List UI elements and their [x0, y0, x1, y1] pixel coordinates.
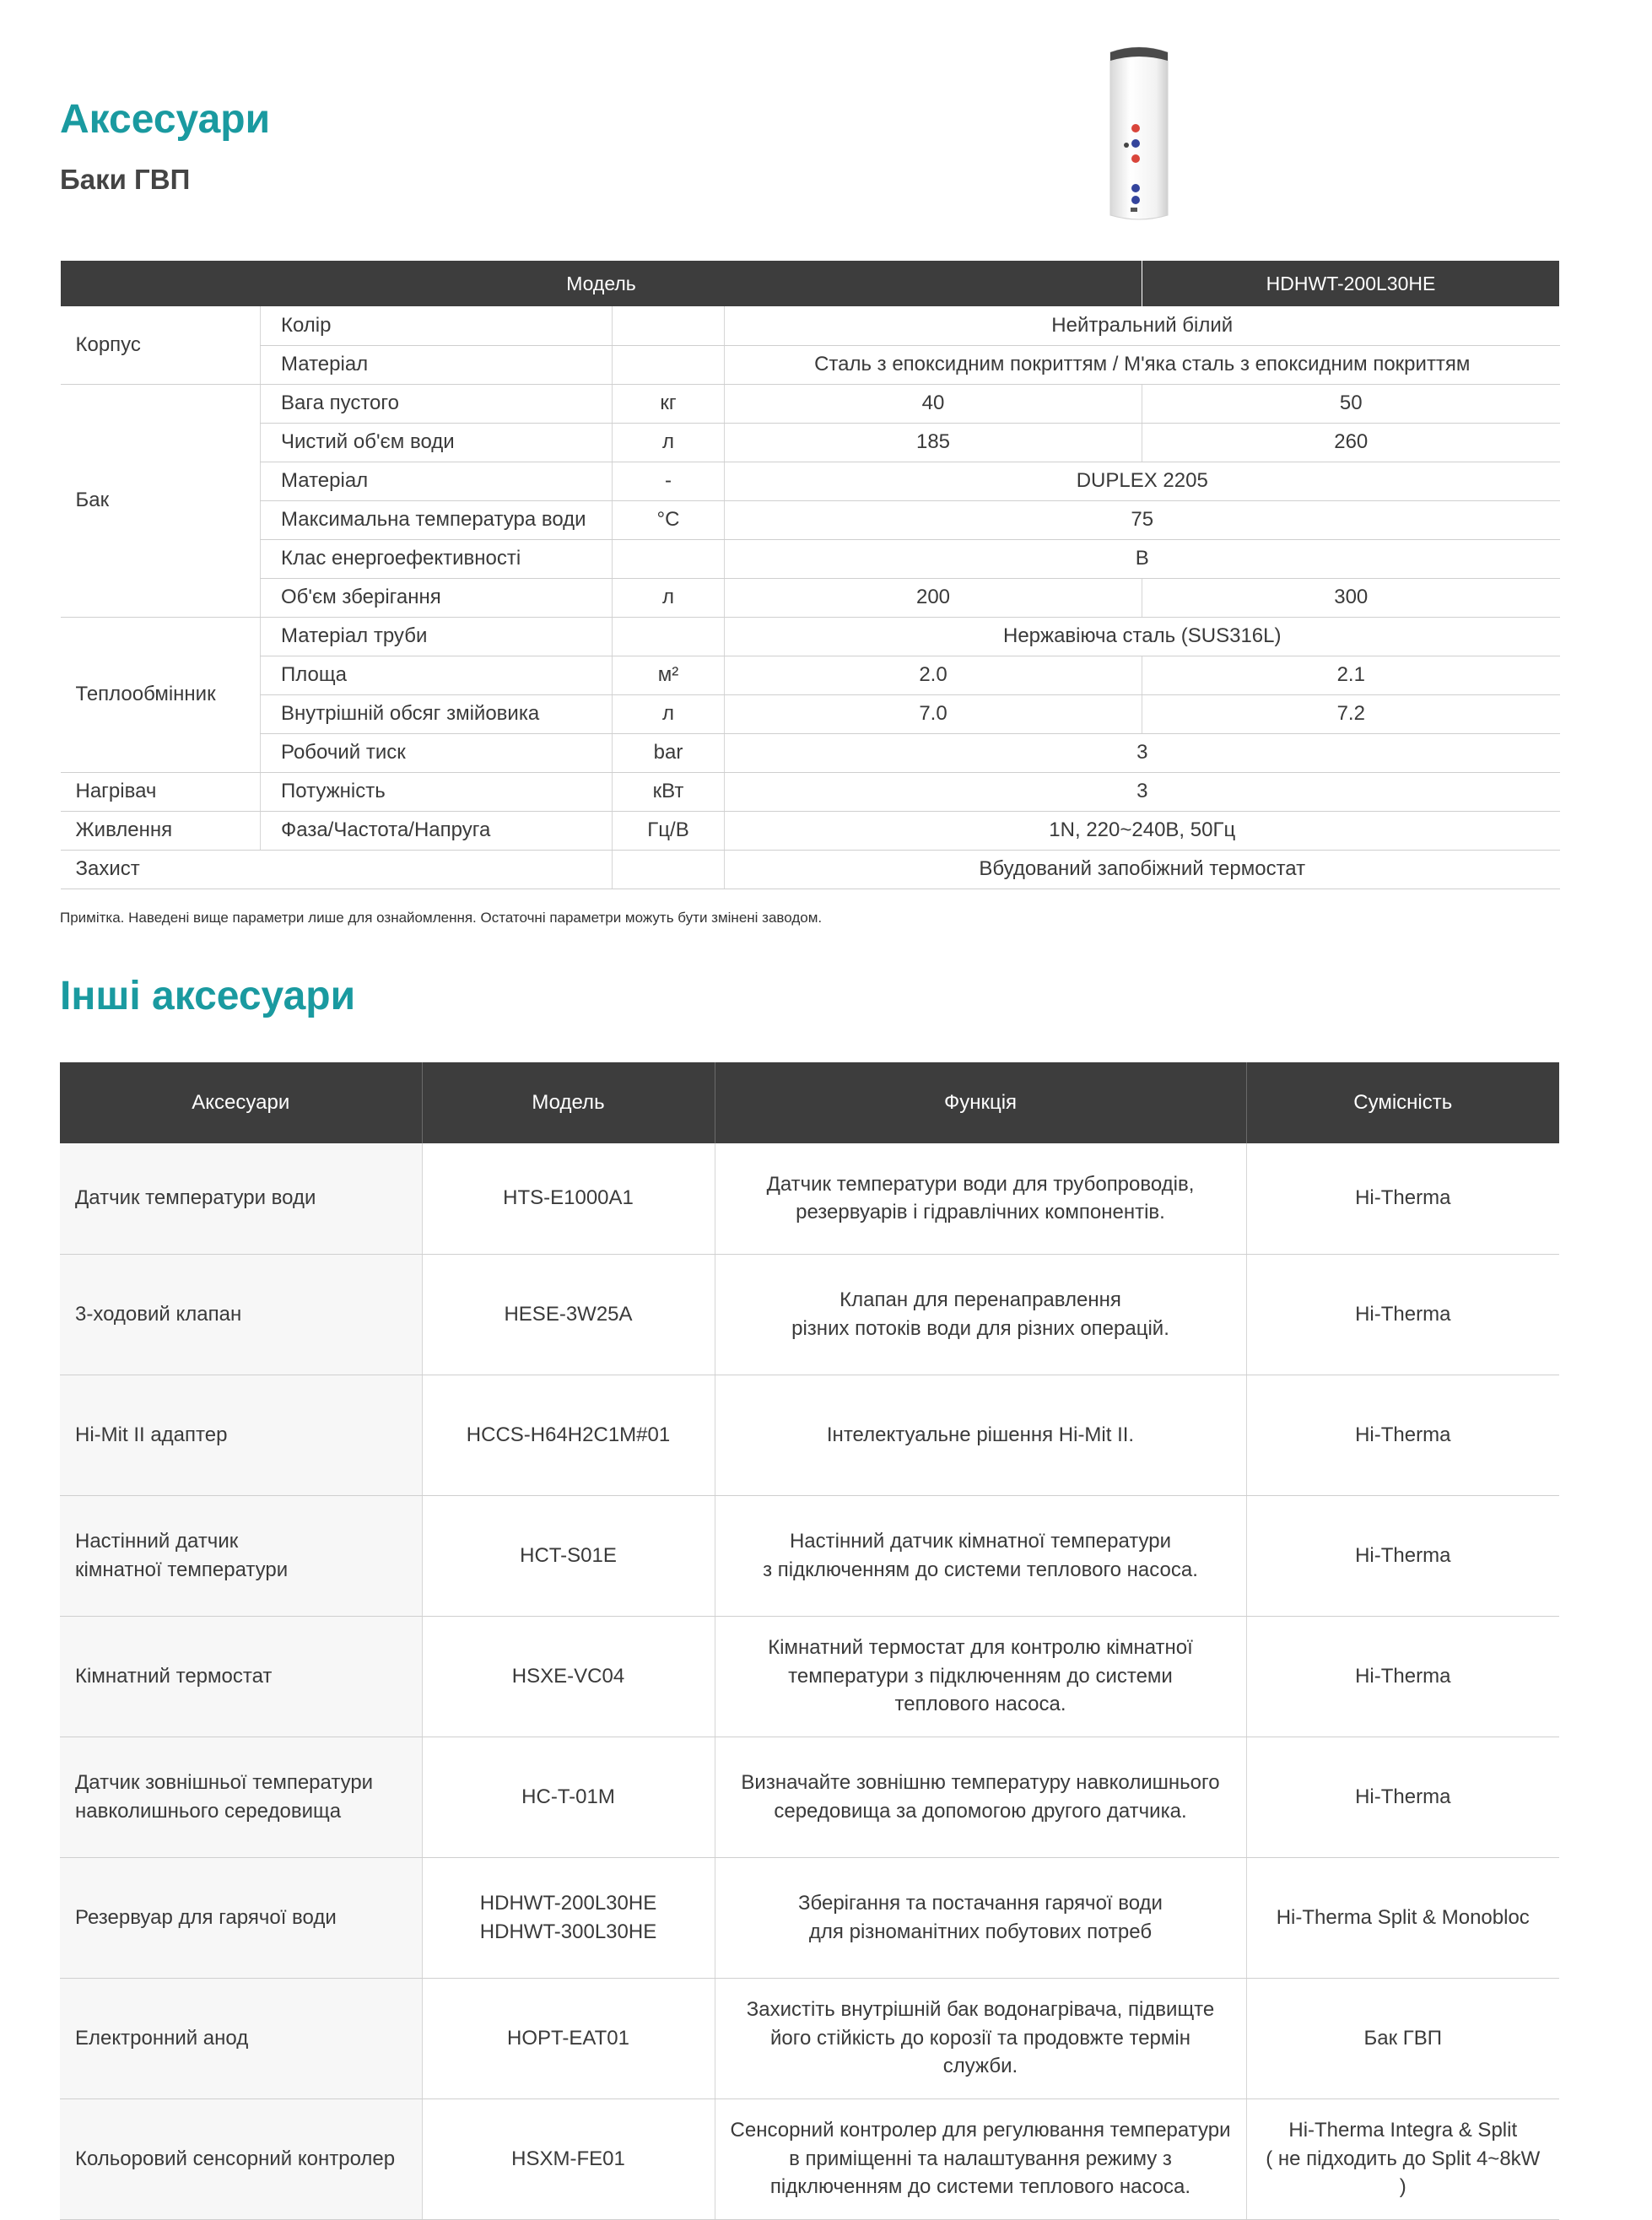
acc-name-line: Електронний анод: [75, 2026, 249, 2050]
spec-row: [61, 772, 1560, 811]
acc-function-line: Визначайте зовнішню температуру навколишнього: [741, 1770, 1220, 1794]
spec-param: Вага пустого: [261, 384, 613, 423]
spec-row: [61, 694, 1560, 733]
acc-model: [422, 1254, 715, 1375]
spec-row: [61, 539, 1560, 578]
acc-model-line: HC-T-01M: [521, 1785, 615, 1808]
spec-param: Колір: [261, 306, 613, 345]
acc-name: [60, 1978, 422, 2098]
spec-row: [61, 617, 1560, 656]
spec-value: 7.0: [725, 694, 1142, 733]
spec-unit: м²: [613, 656, 725, 694]
spec-category: Теплообмінник: [61, 617, 261, 772]
spec-header-model-1: HDHWT-200L30HE: [1142, 261, 1560, 306]
spec-value: B: [725, 539, 1560, 578]
acc-compat-line: Hi-Therma: [1355, 1785, 1451, 1808]
spec-header-model: Модель: [61, 261, 1142, 306]
acc-function-line: Клапан для перенаправлення: [839, 1288, 1121, 1311]
spec-value: 300: [1142, 578, 1560, 617]
spec-value: 3: [725, 772, 1560, 811]
spec-unit: [613, 850, 725, 889]
spec-row: [61, 423, 1560, 462]
acc-name: [60, 1495, 422, 1616]
acc-model-line: HDHWT-200L30HE: [479, 1891, 657, 1915]
acc-name: [60, 1143, 422, 1254]
acc-function: [715, 1375, 1246, 1495]
spec-unit: л: [613, 694, 725, 733]
acc-function: [715, 1616, 1246, 1737]
acc-name: [60, 1254, 422, 1375]
acc-name-line: Кольоровий сенсорний контролер: [75, 2147, 396, 2170]
spec-category: Захист: [61, 850, 613, 889]
acc-name-line: Кімнатний термостат: [75, 1664, 273, 1688]
acc-function-line: Настінний датчик кімнатної температури: [789, 1529, 1172, 1553]
spec-row: [61, 811, 1560, 850]
other-accessories-title: Інші аксесуари: [60, 974, 356, 1018]
acc-compat-line: Hi-Therma: [1355, 1186, 1451, 1210]
acc-header-compat: Сумісність: [1246, 1062, 1559, 1143]
spec-param: Матеріал: [261, 462, 613, 500]
spec-unit: кВт: [613, 772, 725, 811]
spec-value: 75: [725, 500, 1560, 539]
spec-row: [61, 462, 1560, 500]
acc-function: [715, 1495, 1246, 1616]
spec-value: 40: [725, 384, 1142, 423]
acc-name: [60, 1857, 422, 1978]
acc-name: [60, 1375, 422, 1495]
spec-value: 200: [725, 578, 1142, 617]
spec-param: Клас енергоефективності: [261, 539, 613, 578]
acc-compat: [1246, 1857, 1559, 1978]
acc-name-line: Датчик температури води: [75, 1186, 316, 1210]
spec-row: [61, 578, 1560, 617]
spec-category: Корпус: [61, 306, 261, 384]
acc-header-function: Функція: [715, 1062, 1246, 1143]
spec-param: Фаза/Частота/Напруга: [261, 811, 613, 850]
acc-compat-line: Бак ГВП: [1363, 2026, 1443, 2050]
spec-param: Максимальна температура води: [261, 500, 613, 539]
acc-name-line: Hi-Mit II адаптер: [75, 1423, 228, 1446]
spec-value: 1N, 220~240В, 50Гц: [725, 811, 1560, 850]
acc-model-line: HDHWT-300L30HE: [479, 1920, 657, 1943]
spec-unit: [613, 345, 725, 384]
acc-function-line: різних потоків води для різних операцій.: [791, 1316, 1169, 1340]
spec-unit: кг: [613, 384, 725, 423]
spec-param: Робочий тиск: [261, 733, 613, 772]
acc-model: [422, 1857, 715, 1978]
acc-function-line: Захистіть внутрішній бак водонагрівача, підвищте: [746, 1998, 1215, 2022]
spec-unit: bar: [613, 733, 725, 772]
spec-row: [61, 306, 1560, 345]
spec-value: 2.1: [1142, 656, 1560, 694]
acc-model: [422, 2098, 715, 2219]
acc-compat: [1246, 1254, 1559, 1375]
acc-function-line: Кімнатний термостат для контролю кімнатної: [768, 1636, 1193, 1660]
acc-function-line: температури з підключенням до системи: [788, 1664, 1173, 1688]
acc-compat-line: Hi-Therma Integra & Split: [1288, 2119, 1518, 2142]
acc-function-line: середовища за допомогою другого датчика.: [774, 1799, 1187, 1823]
acc-row: [60, 2098, 1559, 2219]
spec-unit: [613, 539, 725, 578]
acc-name-line: 3-ходовий клапан: [75, 1302, 242, 1326]
spec-header-row: Модель HDHWT-200L30HE HDHWT-300L30HE: [61, 261, 1560, 306]
acc-row: [60, 1737, 1559, 1857]
spec-note: Примітка. Наведені вище параметри лише для ознайомлення. Остаточні параметри можуть бути змінені заводом.: [60, 910, 823, 926]
acc-row: [60, 1254, 1559, 1375]
acc-function-line: Інтелектуальне рішення Hi-Mit II.: [826, 1423, 1135, 1446]
acc-function: [715, 1978, 1246, 2098]
acc-function-line: для різноманітних побутових потреб: [808, 1920, 1153, 1943]
acc-name-line: кімнатної температури: [75, 1558, 289, 1581]
acc-function-line: резервуарів і гідравлічних компонентів.: [796, 1201, 1165, 1224]
acc-function-line: Зберігання та постачання гарячої води: [798, 1891, 1163, 1915]
acc-function-line: Сенсорний контролер для регулювання температури: [730, 2119, 1231, 2142]
acc-compat-line: ( не підходить до Split 4~8kW ): [1266, 2147, 1541, 2199]
acc-compat-line: Hi-Therma Split & Monobloc: [1276, 1905, 1530, 1929]
spec-unit: л: [613, 423, 725, 462]
spec-value: DUPLEX 2205: [725, 462, 1560, 500]
acc-compat: [1246, 1495, 1559, 1616]
spec-param: Чистий об'єм води: [261, 423, 613, 462]
spec-unit: л: [613, 578, 725, 617]
acc-model: [422, 1978, 715, 2098]
acc-compat-line: Hi-Therma: [1355, 1423, 1451, 1446]
acc-row: [60, 1978, 1559, 2098]
acc-function: [715, 1254, 1246, 1375]
acc-function: [715, 2098, 1246, 2219]
spec-param: Матеріал: [261, 345, 613, 384]
acc-model: [422, 1495, 715, 1616]
acc-model-line: HSXM-FE01: [511, 2147, 625, 2170]
acc-function: [715, 1737, 1246, 1857]
acc-compat: [1246, 1375, 1559, 1495]
spec-param: Об'єм зберігання: [261, 578, 613, 617]
spec-category: Живлення: [61, 811, 261, 850]
acc-function: [715, 1143, 1246, 1254]
acc-model: [422, 1737, 715, 1857]
spec-row: [61, 500, 1560, 539]
acc-row: [60, 1495, 1559, 1616]
acc-header-row: [60, 1062, 1559, 1143]
spec-param: Матеріал труби: [261, 617, 613, 656]
acc-function-line: теплового насоса.: [894, 1693, 1066, 1716]
spec-value: Вбудований запобіжний термостат: [725, 850, 1560, 889]
acc-compat-line: Hi-Therma: [1355, 1664, 1451, 1688]
acc-model-line: HTS-E1000A1: [503, 1186, 634, 1210]
spec-value: Сталь з епоксидним покриттям / М'яка сталь з епоксидним покриттям: [725, 345, 1560, 384]
acc-row: [60, 1857, 1559, 1978]
water-tank-image: [1105, 42, 1173, 224]
acc-compat: [1246, 2098, 1559, 2219]
spec-value: 50: [1142, 384, 1560, 423]
spec-table: [60, 261, 1652, 889]
acc-model-line: HCCS-H64H2C1M#01: [466, 1423, 671, 1446]
acc-compat: [1246, 1143, 1559, 1254]
acc-model-line: HESE-3W25A: [504, 1302, 633, 1326]
acc-function-line: підключенням до системи теплового насоса.: [769, 2175, 1191, 2199]
acc-header-model: Модель: [422, 1062, 715, 1143]
spec-value: 3: [725, 733, 1560, 772]
acc-name-line: Резервуар для гарячої води: [75, 1905, 337, 1929]
spec-param: Потужність: [261, 772, 613, 811]
spec-category: Бак: [61, 384, 261, 617]
section-subtitle: Баки ГВП: [60, 164, 191, 195]
acc-model: [422, 1143, 715, 1254]
acc-name-line: Датчик зовнішньої температури: [75, 1770, 374, 1794]
acc-model-line: HOPT-EAT01: [507, 2026, 629, 2050]
acc-function-line: його стійкість до корозії та продовжте термін служби.: [770, 2026, 1190, 2078]
acc-model-line: HCT-S01E: [520, 1543, 617, 1567]
spec-row: [61, 733, 1560, 772]
spec-param: Площа: [261, 656, 613, 694]
acc-function: [715, 1857, 1246, 1978]
acc-function-line: в приміщенні та налаштування режиму з: [789, 2147, 1172, 2170]
acc-name-line: Настінний датчик: [75, 1529, 239, 1553]
spec-unit: -: [613, 462, 725, 500]
acc-name-line: навколишнього середовища: [75, 1799, 342, 1823]
accessories-table: [60, 1062, 1559, 2220]
spec-value: Нейтральний білий: [725, 306, 1560, 345]
acc-compat: [1246, 1737, 1559, 1857]
spec-row: [61, 345, 1560, 384]
acc-compat-line: Hi-Therma: [1355, 1543, 1451, 1567]
acc-compat: [1246, 1978, 1559, 2098]
acc-compat: [1246, 1616, 1559, 1737]
spec-value: 185: [725, 423, 1142, 462]
acc-function-line: з підключенням до системи теплового насоса.: [763, 1558, 1198, 1581]
spec-value: 7.2: [1142, 694, 1560, 733]
spec-row: [61, 850, 1560, 889]
acc-header-name: Аксесуари: [60, 1062, 422, 1143]
spec-unit: [613, 617, 725, 656]
acc-model-line: HSXE-VC04: [511, 1664, 625, 1688]
spec-value: 260: [1142, 423, 1560, 462]
spec-unit: °C: [613, 500, 725, 539]
acc-name: [60, 2098, 422, 2219]
spec-unit: [613, 306, 725, 345]
page-title: Аксесуари: [60, 97, 271, 142]
acc-function-line: Датчик температури води для трубопроводів,: [766, 1172, 1195, 1196]
acc-compat-line: Hi-Therma: [1355, 1302, 1451, 1326]
acc-name: [60, 1737, 422, 1857]
acc-row: [60, 1375, 1559, 1495]
spec-category: Нагрівач: [61, 772, 261, 811]
acc-model: [422, 1375, 715, 1495]
spec-row: [61, 384, 1560, 423]
acc-row: [60, 1143, 1559, 1254]
spec-param: Внутрішній обсяг змійовика: [261, 694, 613, 733]
acc-name: [60, 1616, 422, 1737]
acc-row: [60, 1616, 1559, 1737]
spec-value: 2.0: [725, 656, 1142, 694]
spec-row: [61, 656, 1560, 694]
spec-value: Нержавіюча сталь (SUS316L): [725, 617, 1560, 656]
acc-model: [422, 1616, 715, 1737]
spec-unit: Гц/В: [613, 811, 725, 850]
